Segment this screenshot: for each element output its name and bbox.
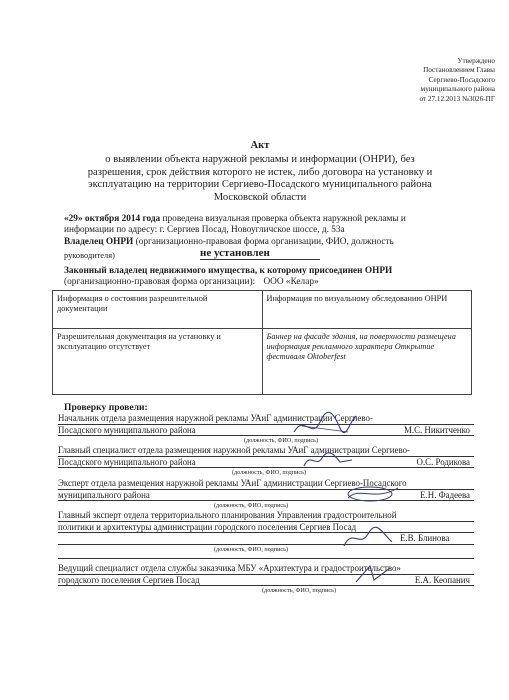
signature-icon	[290, 410, 360, 440]
inspector-position-cont: городского поселения Сергиев Посад	[58, 574, 200, 585]
inspector-row	[58, 575, 474, 587]
inspector-name: Е.В. Блинова	[400, 533, 450, 543]
signature-caption: (должность, ФИО, подпись)	[262, 587, 337, 594]
property-owner-label: Законный владелец недвижимого имущества, к которому присоединен ОНРИ	[64, 266, 393, 276]
signature-line	[58, 544, 474, 545]
inspection-address: информации по адресу: г. Сергиев Посад, Новоугличское шоссе, д. 53а	[64, 225, 345, 236]
subtitle-line: Московской области	[213, 191, 307, 203]
document-title: Акт	[250, 140, 270, 151]
inspector-row	[58, 457, 474, 469]
inspector-entry	[58, 563, 474, 586]
approval-stamp	[325, 57, 495, 104]
inspector-position-cont: муниципального района	[58, 489, 150, 500]
inspector-entry	[58, 413, 474, 436]
separator-line	[58, 558, 474, 559]
table-cell: Разрешительная документация на установку и эксплуатацию отсутствует	[53, 329, 263, 395]
inspector-entry	[58, 510, 474, 533]
table-row	[53, 329, 472, 395]
owner-description-cont: руководителя)	[64, 251, 115, 260]
inspector-position: Эксперт отдела размещения наружной рекламы УАиГ администрации Сергиево-Посадского	[58, 478, 474, 490]
inspector-name: М.С. Никитченко	[403, 424, 470, 435]
owner-value: не установлен	[200, 248, 320, 260]
inspector-position: Ведущий специалист отдела службы заказчика МБУ «Архитектура и градостроительство»	[58, 563, 474, 575]
inspector-entry	[58, 445, 474, 468]
inspectors-title: Проверку провели:	[64, 402, 148, 413]
document-subtitle	[40, 154, 480, 204]
subtitle-line: разрешения, срок действия которого не истек, либо договора на установку и	[87, 166, 433, 178]
inspector-name: О.С. Родикова	[416, 456, 470, 467]
info-table	[52, 290, 472, 395]
inspector-position-cont: Посадского муниципального района	[58, 456, 196, 467]
owner-paragraph	[64, 237, 484, 248]
signature-icon	[350, 560, 400, 588]
signature-icon	[300, 448, 356, 472]
inspector-position-cont: Посадского муниципального района	[58, 424, 196, 435]
approval-line: муниципального района	[420, 85, 495, 94]
inspector-position: Начальник отдела размещения наружной рекламы УАиГ администрации Сергиево-	[58, 413, 474, 425]
approval-line: Утверждено	[457, 57, 495, 65]
subtitle-line: эксплуатацию на территории Сергиево-Посадского муниципального района	[88, 179, 432, 191]
inspector-entry	[58, 478, 474, 501]
approval-line: Постановлением Главы	[423, 66, 495, 75]
property-owner-description: (организационно-правовая форма организации):	[64, 277, 256, 288]
inspector-name: Е.Н. Фадеева	[420, 489, 470, 500]
owner-description: (организационно-правовая форма организации, ФИО, должность	[133, 237, 394, 247]
inspector-row	[58, 425, 474, 437]
owner-label: Владелец ОНРИ	[64, 237, 134, 247]
table-header-row	[53, 291, 472, 329]
signature-icon	[340, 526, 396, 552]
approval-line: от 27.12.2013 №3026-ПГ	[419, 94, 495, 103]
signature-caption: (должность, ФИО, подпись)	[214, 546, 289, 553]
approval-line: Сергиево-Посадского	[428, 75, 495, 84]
table-cell: Баннер на фасаде здания, на поверхности размещена информация рекламного характера Открытие фестиваля Oktoberfest	[262, 329, 472, 395]
inspector-row	[58, 490, 474, 502]
inspector-name: Е.А. Кеопанич	[414, 574, 470, 585]
table-header-cell: Информация о состоянии разрешительной документации	[53, 291, 263, 329]
inspection-text: проведена визуальная проверка объекта наружной рекламы и	[160, 214, 406, 224]
signature-caption: (должность, ФИО, подпись)	[214, 502, 289, 509]
inspector-position: Главный эксперт отдела территориального планирования Управления градостроительной	[58, 510, 474, 522]
property-owner-value: ООО «Келар»	[263, 277, 319, 288]
subtitle-line: о выявлении объекта наружной рекламы и информации (ОНРИ), без	[105, 154, 415, 165]
signature-caption: (должность, ФИО, подпись)	[232, 469, 307, 476]
table-header-cell: Информация по визуальному обследованию ОНРИ	[262, 291, 472, 329]
signature-caption: (должность, ФИО, подпись)	[244, 437, 319, 444]
property-owner-paragraph	[64, 266, 484, 288]
signature-icon	[340, 480, 404, 506]
inspection-paragraph	[64, 214, 484, 236]
inspector-position: Главный специалист отдела размещения наружной рекламы УАиГ администрации Сергиево-	[58, 445, 474, 457]
inspection-date: «29» октября 2014 года	[64, 214, 161, 224]
inspector-position-cont: политики и архитектуры администрации городского поселения Сергиев Посад	[58, 522, 474, 534]
